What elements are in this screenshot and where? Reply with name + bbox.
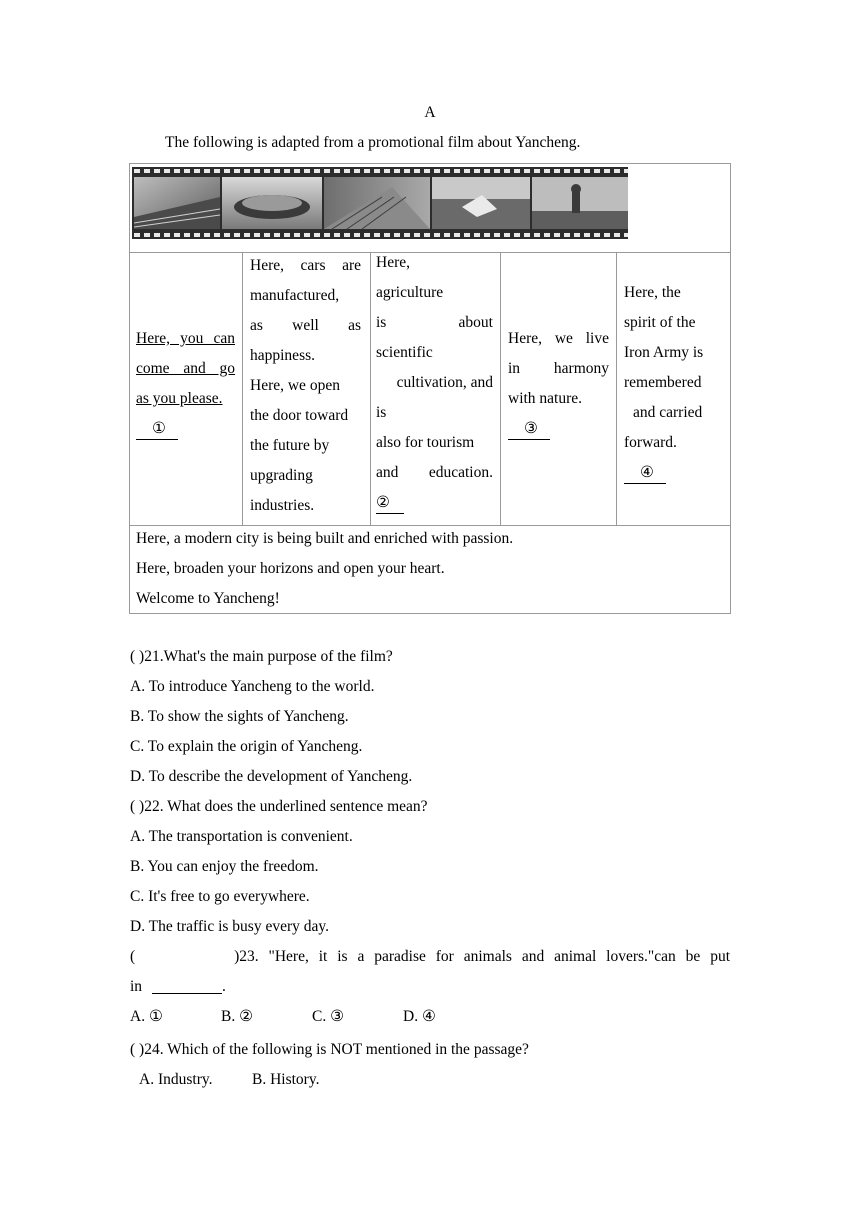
column-divider bbox=[616, 252, 617, 525]
cell-line: agriculture bbox=[376, 284, 444, 301]
cell-line: scientific bbox=[376, 344, 433, 361]
option: B. ② bbox=[221, 1008, 253, 1025]
table-footer bbox=[136, 524, 513, 614]
cell-line: in harmony bbox=[508, 360, 609, 377]
underlined-sentence: as you please. bbox=[136, 390, 223, 407]
cell-line: upgrading bbox=[250, 467, 313, 484]
footer-line: Here, broaden your horizons and open your heart. bbox=[136, 560, 445, 577]
question-22: ( )22. What does the underlined sentence mean? bbox=[130, 798, 428, 815]
blank-4: ④ bbox=[624, 463, 666, 484]
cell-line: is bbox=[376, 404, 387, 421]
question-text: . bbox=[221, 978, 226, 995]
option: A. ① bbox=[130, 1008, 163, 1025]
cell-line: remembered bbox=[624, 374, 702, 391]
cell-nature bbox=[508, 324, 609, 444]
option: B. To show the sights of Yancheng. bbox=[130, 708, 349, 725]
cell-line: happiness. bbox=[250, 347, 316, 364]
option: D. To describe the development of Yancheng. bbox=[130, 768, 413, 785]
footer-line: Welcome to Yancheng! bbox=[136, 590, 280, 607]
column-divider bbox=[370, 252, 371, 525]
cell-line: cultivation, and bbox=[396, 374, 493, 391]
option: D. ④ bbox=[403, 1008, 436, 1025]
option: A. The transportation is convenient. bbox=[130, 828, 353, 845]
cell-iron-army bbox=[624, 278, 724, 488]
option: D. The traffic is busy every day. bbox=[130, 918, 330, 935]
cell-industry bbox=[250, 251, 361, 521]
answer-blank bbox=[152, 975, 222, 994]
option: A. To introduce Yancheng to the world. bbox=[130, 678, 375, 695]
option: B. History. bbox=[252, 1071, 320, 1088]
option: B. You can enjoy the freedom. bbox=[130, 858, 319, 875]
cell-transport bbox=[136, 324, 235, 444]
cell-line: and carried bbox=[633, 404, 703, 421]
cell-line: Here, we live bbox=[508, 330, 609, 347]
footer-line: Here, a modern city is being built and enriched with passion. bbox=[136, 530, 514, 547]
underlined-sentence: Here, you can bbox=[136, 330, 235, 347]
question-21: ( )21.What's the main purpose of the film? bbox=[130, 648, 393, 665]
cell-line: spirit of the bbox=[624, 314, 696, 331]
film-table bbox=[129, 163, 731, 614]
cell-line: the door toward bbox=[250, 407, 349, 424]
cell-line: as well as bbox=[250, 317, 361, 334]
intro-sentence: The following is adapted from a promotional film about Yancheng. bbox=[165, 134, 581, 151]
cell-agriculture bbox=[376, 248, 493, 518]
option: C. ③ bbox=[312, 1008, 344, 1025]
cell-line: is about bbox=[376, 314, 493, 331]
option: C. It's free to go everywhere. bbox=[130, 888, 310, 905]
blank-1: ① bbox=[136, 419, 178, 440]
blank-2: ② bbox=[376, 493, 404, 514]
option: C. To explain the origin of Yancheng. bbox=[130, 738, 363, 755]
cell-line: and education. bbox=[376, 464, 493, 481]
cell-line: the future by bbox=[250, 437, 330, 454]
cell-line: industries. bbox=[250, 497, 315, 514]
question-24: ( )24. Which of the following is NOT mentioned in the passage? bbox=[130, 1041, 529, 1058]
column-divider bbox=[242, 252, 243, 525]
filmstrip-photo bbox=[132, 167, 628, 239]
question-text: in bbox=[130, 978, 143, 995]
cell-line: Here, bbox=[376, 254, 410, 271]
question-23-continued bbox=[130, 972, 226, 1002]
cell-line: also for tourism bbox=[376, 434, 475, 451]
question-23: ( )23. "Here, it is a paradise for animals and animal lovers."can be put bbox=[130, 948, 730, 965]
cell-line: Iron Army is bbox=[624, 344, 704, 361]
blank-3: ③ bbox=[508, 419, 550, 440]
underlined-sentence: come and go bbox=[136, 360, 235, 377]
option: A. Industry. bbox=[139, 1071, 213, 1088]
column-divider bbox=[500, 252, 501, 525]
cell-line: Here, cars are bbox=[250, 257, 361, 274]
cell-line: Here, we open bbox=[250, 377, 340, 394]
cell-line: manufactured, bbox=[250, 287, 340, 304]
cell-line: Here, the bbox=[624, 284, 681, 301]
cell-line: with nature. bbox=[508, 390, 583, 407]
cell-line: forward. bbox=[624, 434, 677, 451]
section-letter: A bbox=[424, 104, 436, 121]
